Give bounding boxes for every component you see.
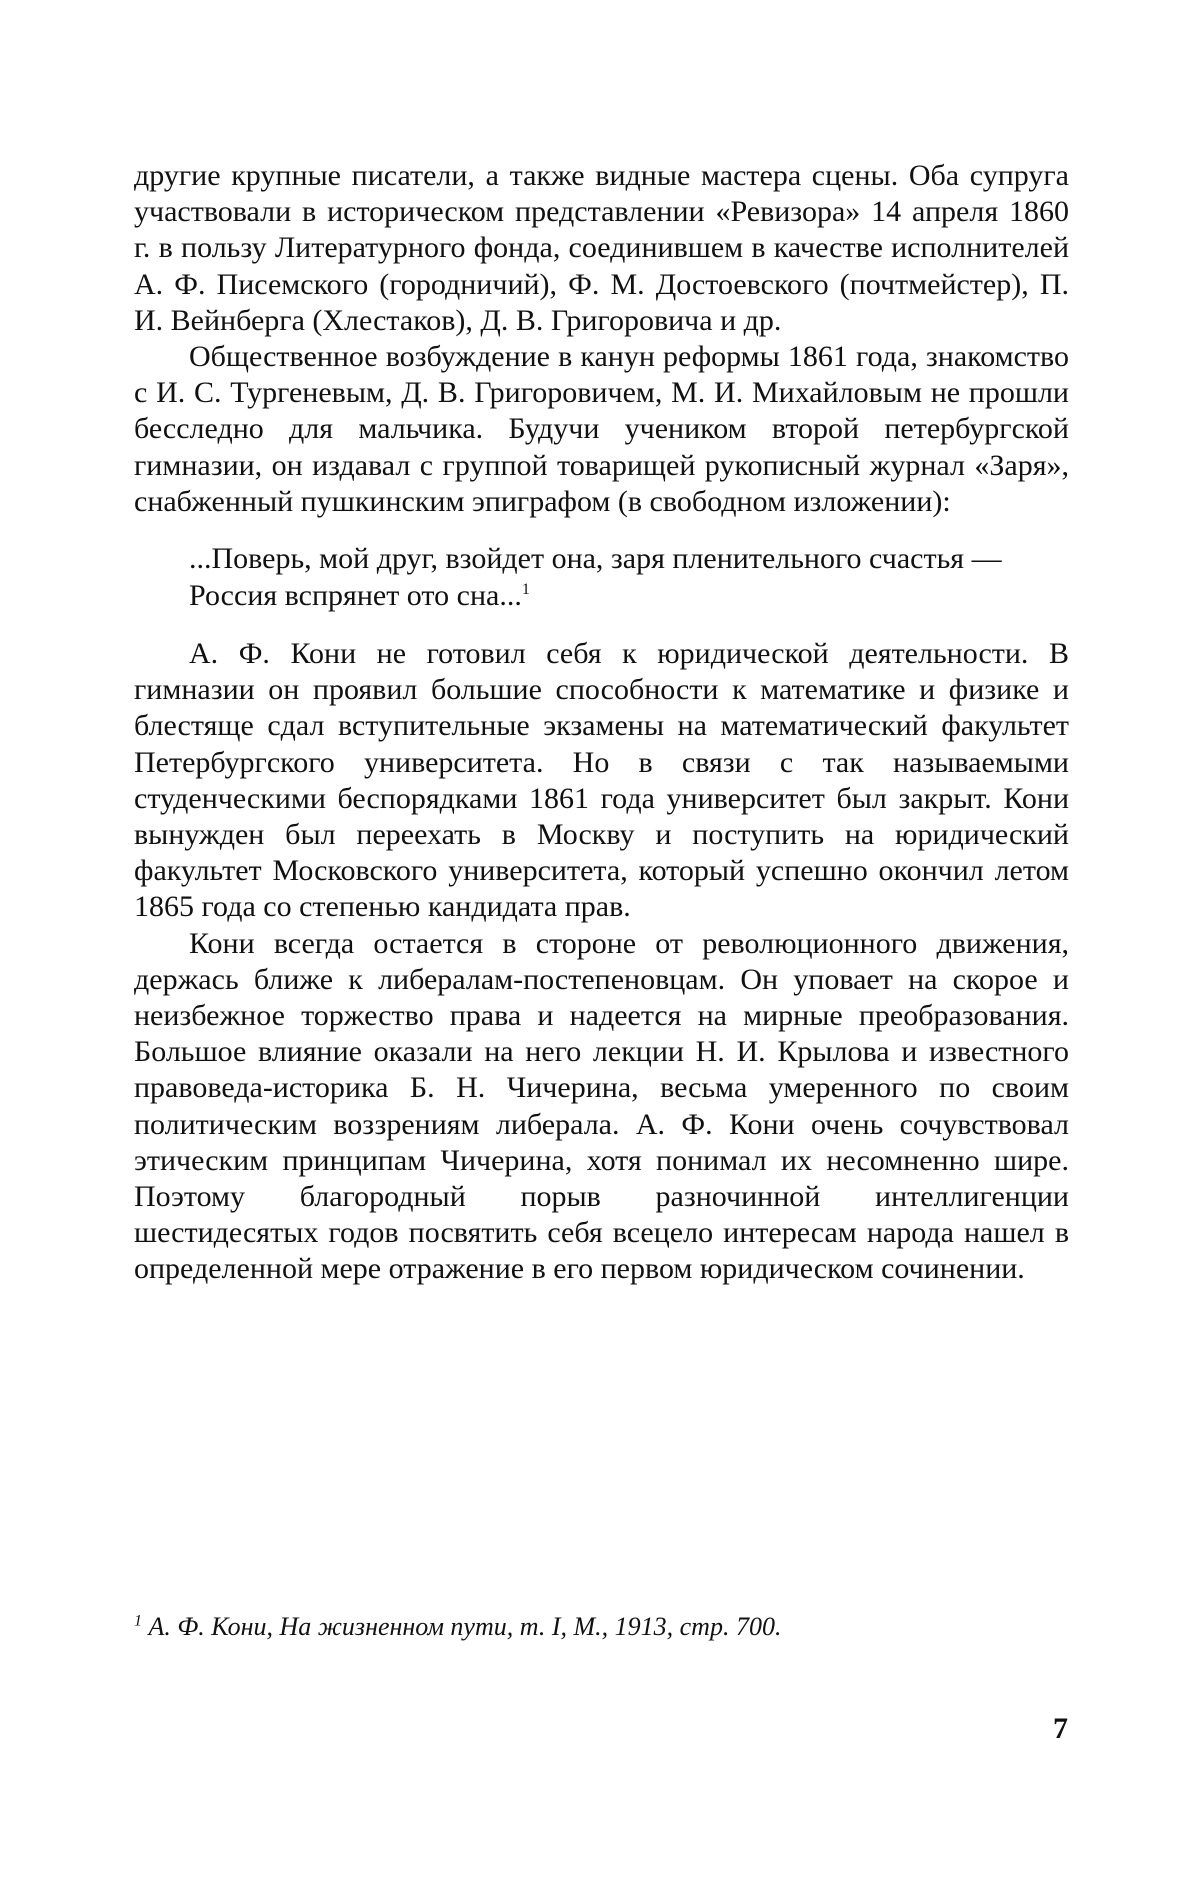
epigraph-quote (189, 540, 1069, 614)
footnote-reference: 1 (521, 581, 530, 599)
footnote-text: А. Ф. Кони, На жизненном пути, т. I, М., 1913, стр. 700. (148, 1612, 782, 1641)
paragraph-3: А. Ф. Кони не готовил себя к юридической деятельности. В гимназии он проявил большие способности к математике и физике и блестяще сдал вступительные экзамены на математический факультет Петербургского университета. Но в связи с так называемыми студенческими беспорядками 1861 года университет был закрыт. Кони вынужден был переехать в Москву и поступить на юридический факультет Московского университета, который успешно окончил летом 1865 года со степенью кандидата прав. (134, 637, 1069, 924)
paragraph-1: другие крупные писатели, а также видные мастера сцены. Оба супруга участвовали в историческом представлении «Ревизора» 14 апреля 1860 г. в пользу Литературного фонда, соединившем в качестве исполнителей А. Ф. Писемского (городничий), Ф. М. Достоевского (почтмейстер), П. И. Вейнберга (Хлестаков), Д. В. Григоровича и др. (134, 159, 1069, 337)
paragraph-4: Кони всегда остается в стороне от революционного движения, держась ближе к либералам-постепеновцам. Он уповает на скорое и неизбежное торжество права и надеется на мирные преобразования. Большое влияние оказали на него лекции Н. И. Крылова и известного правоведа-историка Б. Н. Чичерина, весьма умеренного по своим политическим воззрениям либерала. А. Ф. Кони очень сочувствовал этическим принципам Чичерина, хотя понимал их несомненно шире. Поэтому благородный порыв разночинной интеллигенции шестидесятых годов посвятить себя всецело интересам народа нашел в определенной мере отражение в его первом юридическом сочинении. (134, 926, 1069, 1286)
page-number: 7 (1053, 1712, 1068, 1745)
footnote-mark: 1 (134, 1612, 142, 1630)
footnote (134, 1610, 1069, 1644)
paragraph-2: Общественное возбуждение в канун реформы 1861 года, знакомство с И. С. Тургеневым, Д. В. Григоровичем, М. И. Михайловым не прошли бесследно для мальчика. Будучи учеником второй петербургской гимназии, он издавал с группой товарищей рукописный журнал «Заря», снабженный пушкинским эпиграфом (в свободном изложении): (134, 340, 1069, 518)
page-body (134, 158, 1069, 1288)
epigraph-text: ...Поверь, мой друг, взойдет она, заря пленительного счастья — Россия вспрянет ото сна... (189, 542, 1002, 613)
